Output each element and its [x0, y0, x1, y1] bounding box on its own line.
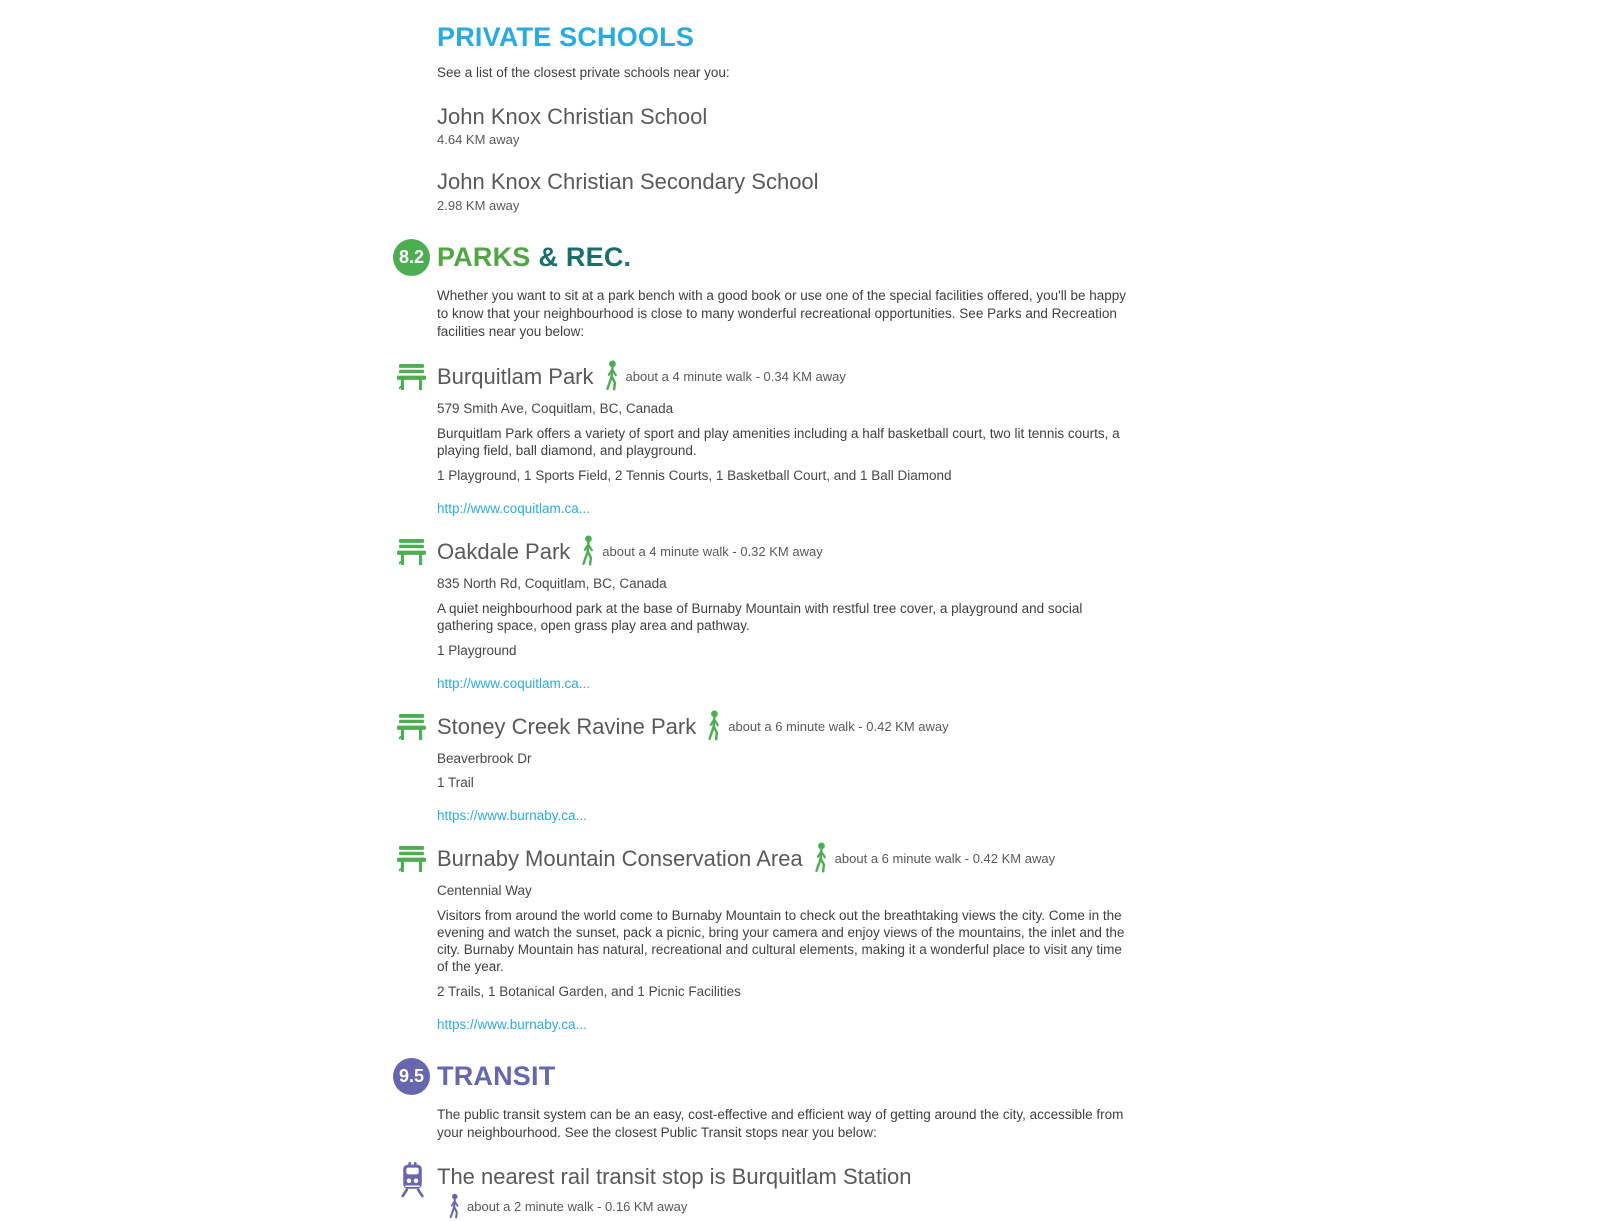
- park-name: Burquitlam Park: [437, 363, 594, 389]
- park-name: Stoney Creek Ravine Park: [437, 713, 697, 739]
- school-name: John Knox Christian School: [437, 104, 708, 129]
- park-title-row: [437, 711, 1129, 743]
- park-title-row: [437, 536, 1129, 568]
- park-address: 835 North Rd, Coquitlam, BC, Canada: [437, 575, 667, 591]
- park-description: Burquitlam Park offers a variety of sport and play amenities including a half basketball court, two lit tennis courts, a playing field, ball diamond, and playground.: [437, 425, 1120, 458]
- school-name: John Knox Christian Secondary School: [437, 169, 819, 195]
- content-column: [398, 0, 1129, 1221]
- park-website-link[interactable]: https://www.burnaby.ca...: [437, 807, 587, 823]
- park-website-link[interactable]: http://www.coquitlam.ca...: [437, 675, 591, 691]
- park-title-row: [437, 843, 1129, 875]
- park-amenities: 1 Trail: [437, 774, 474, 790]
- transit-heading: TRANSIT: [437, 1061, 556, 1092]
- park-amenities: 1 Playground: [437, 642, 517, 658]
- list-item: [437, 169, 1129, 212]
- train-icon: [399, 1162, 426, 1197]
- park-description: Visitors from around the world come to Burnaby Mountain to check out the breathtaking views the city. Come in the evening and watch the sunset, pack a picnic, bring your camera and enjoy views of the mountains, the inlet and the city. Burnaby Mountain has natural, recreational and cultural elements, making it a wonderful place to visit any time of the year.: [437, 907, 1125, 974]
- walking-person-icon: [812, 842, 829, 875]
- walk-info: [447, 1193, 1129, 1221]
- park-address: 579 Smith Ave, Coquitlam, BC, Canada: [437, 400, 674, 416]
- transit-score-badge: 9.5: [393, 1058, 430, 1095]
- walking-person-icon: [447, 1193, 461, 1221]
- walk-distance: about a 4 minute walk - 0.34 KM away: [625, 369, 846, 385]
- nearest-stop-text: The nearest rail transit stop is Burquitlam Station: [437, 1163, 912, 1189]
- private-schools-heading: PRIVATE SCHOOLS: [437, 22, 695, 52]
- list-item: [437, 104, 1129, 147]
- school-distance: 2.98 KM away: [437, 197, 520, 213]
- park-amenities: 1 Playground, 1 Sports Field, 2 Tennis Courts, 1 Basketball Court, and 1 Ball Diamond: [437, 467, 952, 483]
- walking-person-icon: [603, 360, 620, 393]
- school-distance: 4.64 KM away: [437, 132, 520, 148]
- parks-heading-secondary: & REC.: [538, 242, 632, 273]
- parks-heading-primary: PARKS: [437, 242, 531, 273]
- park-entry: [437, 843, 1129, 1034]
- park-amenities: 2 Trails, 1 Botanical Garden, and 1 Picnic Facilities: [437, 983, 741, 999]
- walking-person-icon: [579, 535, 596, 568]
- walking-person-icon: [705, 710, 722, 743]
- park-bench-icon: [396, 539, 427, 566]
- park-bench-icon: [396, 364, 427, 391]
- park-website-link[interactable]: http://www.coquitlam.ca...: [437, 500, 591, 516]
- park-entry: [437, 361, 1129, 518]
- transit-section-header: [398, 1058, 1129, 1096]
- private-schools-intro: See a list of the closest private schools near you:: [437, 65, 730, 80]
- park-bench-icon: [396, 714, 427, 741]
- parks-score-badge: 8.2: [393, 239, 430, 276]
- park-entry: [437, 536, 1129, 693]
- park-address: Beaverbrook Dr: [437, 750, 532, 766]
- walk-info: [705, 710, 948, 743]
- park-address: Centennial Way: [437, 882, 532, 898]
- parks-intro: Whether you want to sit at a park bench with a good book or use one of the special facilities offered, you'll be happy to know that your neighbourhood is close to many wonderful recreational opportunities. See Parks and Recreation facilities near you below:: [437, 287, 1126, 339]
- park-title-row: [437, 361, 1129, 393]
- park-website-link[interactable]: https://www.burnaby.ca...: [437, 1016, 587, 1032]
- parks-heading: [437, 244, 631, 271]
- nearest-transit-stop: [437, 1164, 1129, 1221]
- park-bench-icon: [396, 846, 427, 873]
- walk-distance: about a 6 minute walk - 0.42 KM away: [834, 851, 1056, 867]
- parks-section-header: [398, 239, 1129, 277]
- transit-intro: The public transit system can be an easy, cost-effective and efficient way of getting around the city, accessible from your neighbourhood. See the closest Public Transit stops near you below:: [437, 1106, 1124, 1140]
- walk-info: [603, 360, 846, 393]
- walk-distance: about a 4 minute walk - 0.32 KM away: [602, 544, 823, 560]
- park-entry: [437, 711, 1129, 825]
- park-name: Burnaby Mountain Conservation Area: [437, 845, 803, 871]
- walk-distance: about a 6 minute walk - 0.42 KM away: [728, 719, 949, 735]
- walk-info: [812, 842, 1055, 875]
- park-description: A quiet neighbourhood park at the base of Burnaby Mountain with restful tree cover, a playground and social gathering space, open grass play area and pathway.: [437, 600, 1083, 633]
- walk-info: [579, 535, 822, 568]
- walk-distance: about a 2 minute walk - 0.16 KM away: [467, 1199, 688, 1215]
- park-name: Oakdale Park: [437, 538, 571, 564]
